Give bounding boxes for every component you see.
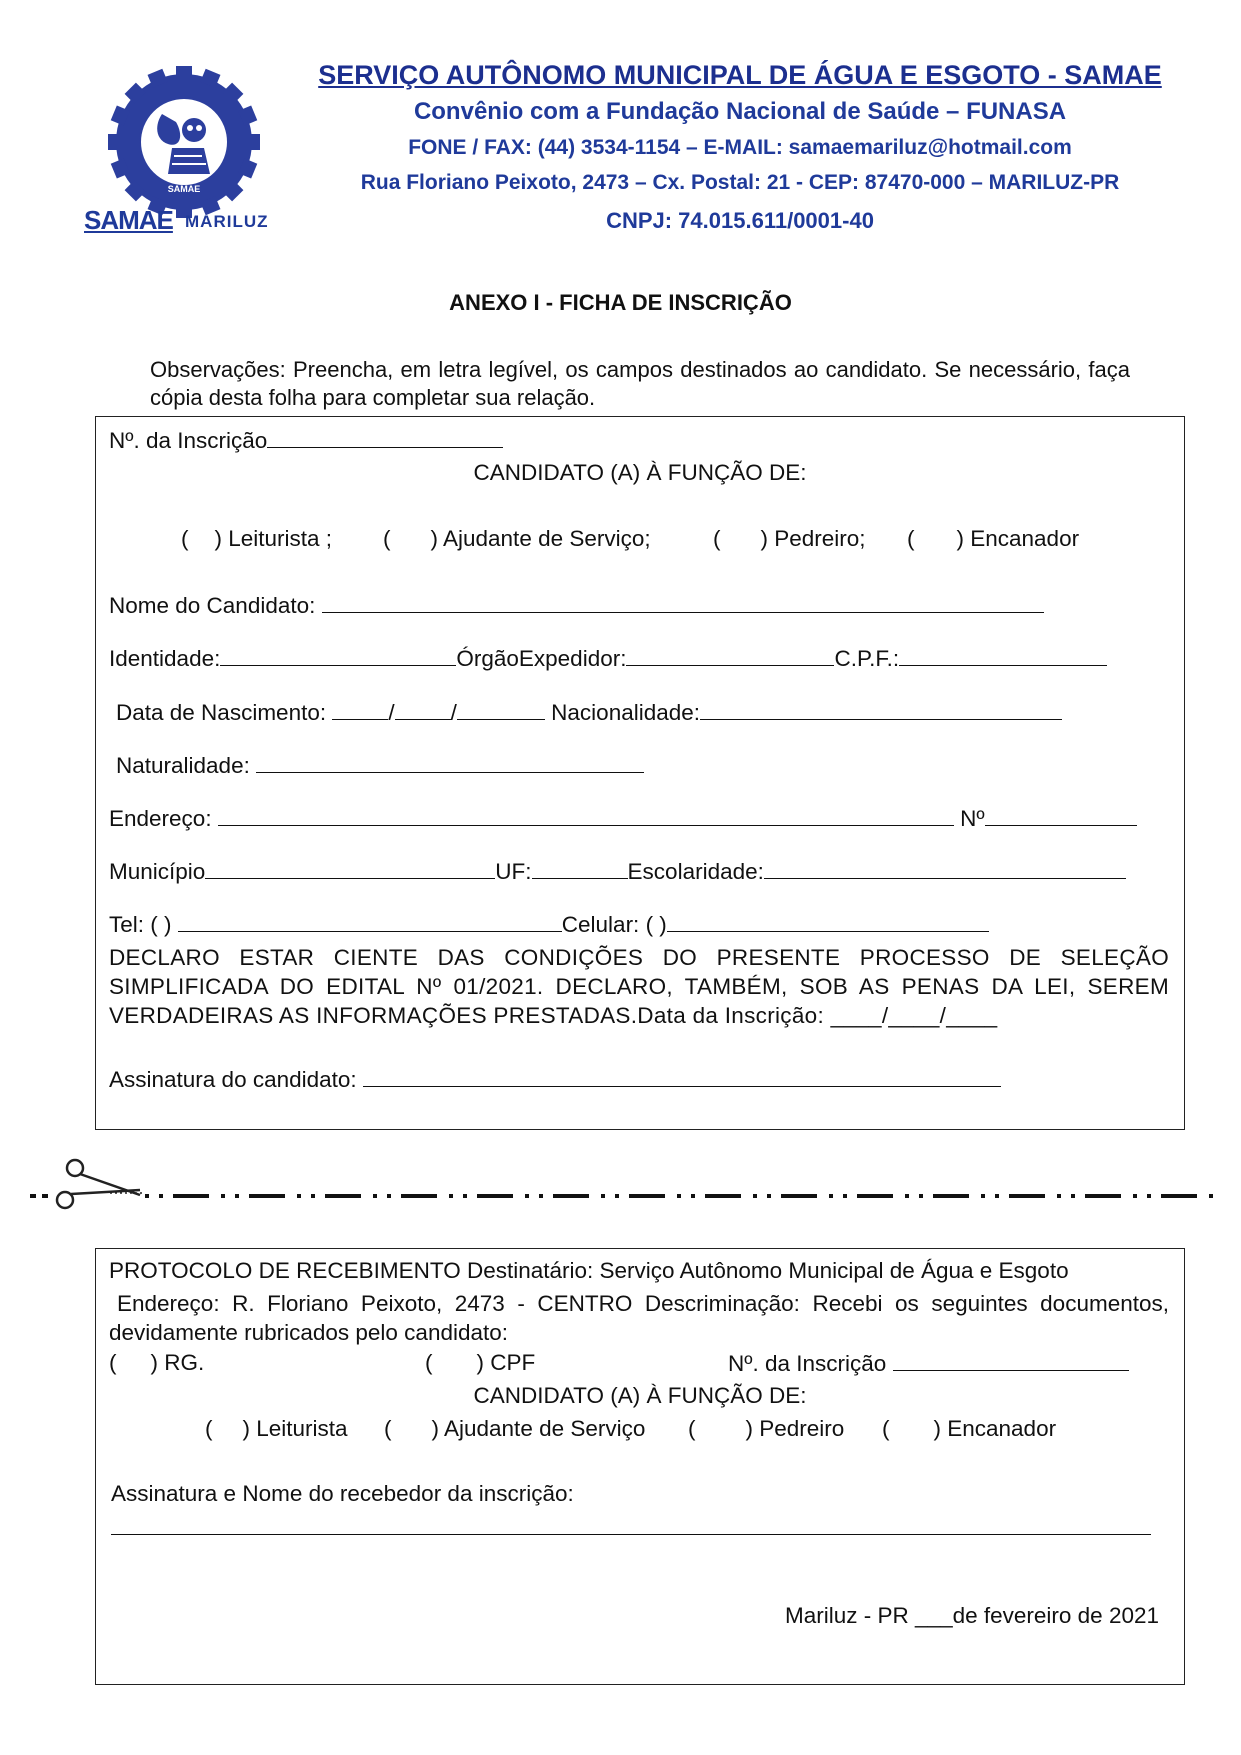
convenio-line: Convênio com a Fundação Nacional de Saúde – FUNASA — [413, 98, 1067, 125]
telefone-row — [109, 911, 989, 938]
cut-line — [30, 1150, 1220, 1220]
checkbox-cpf[interactable]: ( ) CPF — [425, 1350, 536, 1375]
scissors-icon — [57, 1160, 140, 1208]
escolaridade-label: Escolaridade: — [627, 859, 764, 884]
naturalidade-label: Naturalidade: — [116, 753, 250, 778]
protocol-checkbox-leiturista[interactable]: ( ) Leiturista — [205, 1416, 348, 1441]
municipio-label: Município — [109, 859, 206, 884]
page-title: ANEXO I - FICHA DE INSCRIÇÃO — [449, 290, 792, 315]
protocol-checkbox-pedreiro[interactable]: ( ) Pedreiro — [688, 1416, 845, 1441]
tel-field[interactable] — [178, 911, 562, 932]
nome-label: Nome do Candidato: — [109, 593, 316, 618]
samae-logo-text: SAMAE — [84, 205, 173, 235]
protocol-description: Endereço: R. Floriano Peixoto, 2473 - CENTRO Descriminação: Recebi os seguintes documentos, devidamente rubricados pelo candidato: — [109, 1291, 1169, 1345]
municipio-field[interactable] — [205, 858, 495, 879]
endereco-label: Endereço: — [109, 806, 212, 831]
endereco-row — [109, 805, 1137, 832]
funcao-heading: CANDIDATO (A) À FUNÇÃO DE: — [473, 460, 807, 485]
orgao-label: ÓrgãoExpedidor: — [456, 646, 627, 671]
address-line: Rua Floriano Peixoto, 2473 – Cx. Postal: 21 - CEP: 87470-000 – MARILUZ-PR — [360, 171, 1120, 194]
municipio-row — [109, 858, 1126, 885]
inscricao-label: Nº. da Inscrição — [109, 428, 268, 453]
checkbox-ajudante[interactable]: ( ) Ajudante de Serviço; — [383, 526, 651, 551]
nacionalidade-field[interactable] — [700, 699, 1062, 720]
contact-line: FONE / FAX: (44) 3534-1154 – E-MAIL: samaemariluz@hotmail.com — [408, 136, 1072, 159]
org-name: SERVIÇO AUTÔNOMO MUNICIPAL DE ÁGUA E ESGOTO - SAMAE — [318, 60, 1162, 90]
celular-field[interactable] — [667, 911, 989, 932]
nome-field[interactable] — [322, 592, 1044, 613]
recebedor-label: Assinatura e Nome do recebedor da inscrição: — [111, 1481, 574, 1506]
protocol-inscricao-row: Nº. da Inscrição — [728, 1350, 1129, 1377]
assinatura-label: Assinatura do candidato: — [109, 1067, 357, 1092]
nascimento-label: Data de Nascimento: — [116, 700, 327, 725]
checkbox-pedreiro[interactable]: ( ) Pedreiro; — [713, 526, 866, 551]
cpf-label: C.P.F.: — [834, 646, 900, 671]
inscricao-row — [109, 427, 503, 454]
identidade-label: Identidade: — [109, 646, 221, 671]
checkbox-encanador[interactable]: ( ) Encanador — [907, 526, 1080, 551]
naturalidade-row — [116, 752, 644, 779]
nascimento-row: Data de Nascimento: / / Nacionalidade: — [116, 699, 1062, 726]
numero-field[interactable] — [985, 805, 1137, 826]
assinatura-field[interactable] — [363, 1066, 1001, 1087]
nacionalidade-label: Nacionalidade: — [551, 700, 701, 725]
nome-row — [109, 592, 1044, 619]
identidade-field[interactable] — [220, 645, 456, 666]
celular-label: Celular: ( ) — [561, 912, 667, 937]
observations-text: Observações: Preencha, em letra legível, os campos destinados ao candidato. Se necessário, faça cópia desta folha para completar sua relação. — [150, 357, 1130, 410]
identidade-row — [109, 645, 1107, 672]
protocol-heading: PROTOCOLO DE RECEBIMENTO Destinatário: Serviço Autônomo Municipal de Água e Esgoto — [109, 1258, 1069, 1283]
mariluz-logo-text: MARILUZ — [185, 212, 269, 231]
endereco-field[interactable] — [218, 805, 954, 826]
checkbox-rg[interactable]: ( ) RG. — [109, 1350, 205, 1375]
recebedor-signature-field[interactable] — [111, 1534, 1151, 1535]
birth-year-field[interactable] — [457, 699, 545, 720]
birth-month-field[interactable] — [395, 699, 451, 720]
cnpj-line: CNPJ: 74.015.611/0001-40 — [606, 208, 874, 233]
escolaridade-field[interactable] — [764, 858, 1126, 879]
numero-label: Nº — [960, 806, 985, 831]
declaration-text: DECLARO ESTAR CIENTE DAS CONDIÇÕES DO PRESENTE PROCESSO DE SELEÇÃO SIMPLIFICADA DO EDITAL Nº 01/2021. DECLARO, TAMBÉM, SOB AS PENAS DA LEI, SEREM VERDADEIRAS AS INFORMAÇÕES PRESTADAS.Data da Inscrição: ____/____/____ — [109, 945, 1169, 1028]
cpf-field[interactable] — [899, 645, 1107, 666]
uf-label: UF: — [495, 859, 532, 884]
local-data-line: Mariluz - PR ___de fevereiro de 2021 — [785, 1603, 1159, 1628]
birth-day-field[interactable] — [332, 699, 388, 720]
inscricao-field[interactable] — [267, 427, 503, 448]
orgao-field[interactable] — [626, 645, 834, 666]
protocol-checkbox-encanador[interactable]: ( ) Encanador — [882, 1416, 1057, 1441]
naturalidade-field[interactable] — [256, 752, 644, 773]
protocol-inscricao-field[interactable] — [893, 1350, 1129, 1371]
svg-text:SAMAE: SAMAE — [167, 184, 201, 194]
uf-field[interactable] — [532, 858, 628, 879]
protocol-checkbox-ajudante[interactable]: ( ) Ajudante de Serviço — [384, 1416, 646, 1441]
protocol-funcao-heading: CANDIDATO (A) À FUNÇÃO DE: — [473, 1383, 807, 1408]
assinatura-row — [109, 1066, 1001, 1093]
tel-label: Tel: ( ) — [109, 912, 172, 937]
checkbox-leiturista[interactable]: ( ) Leiturista ; — [181, 526, 333, 551]
